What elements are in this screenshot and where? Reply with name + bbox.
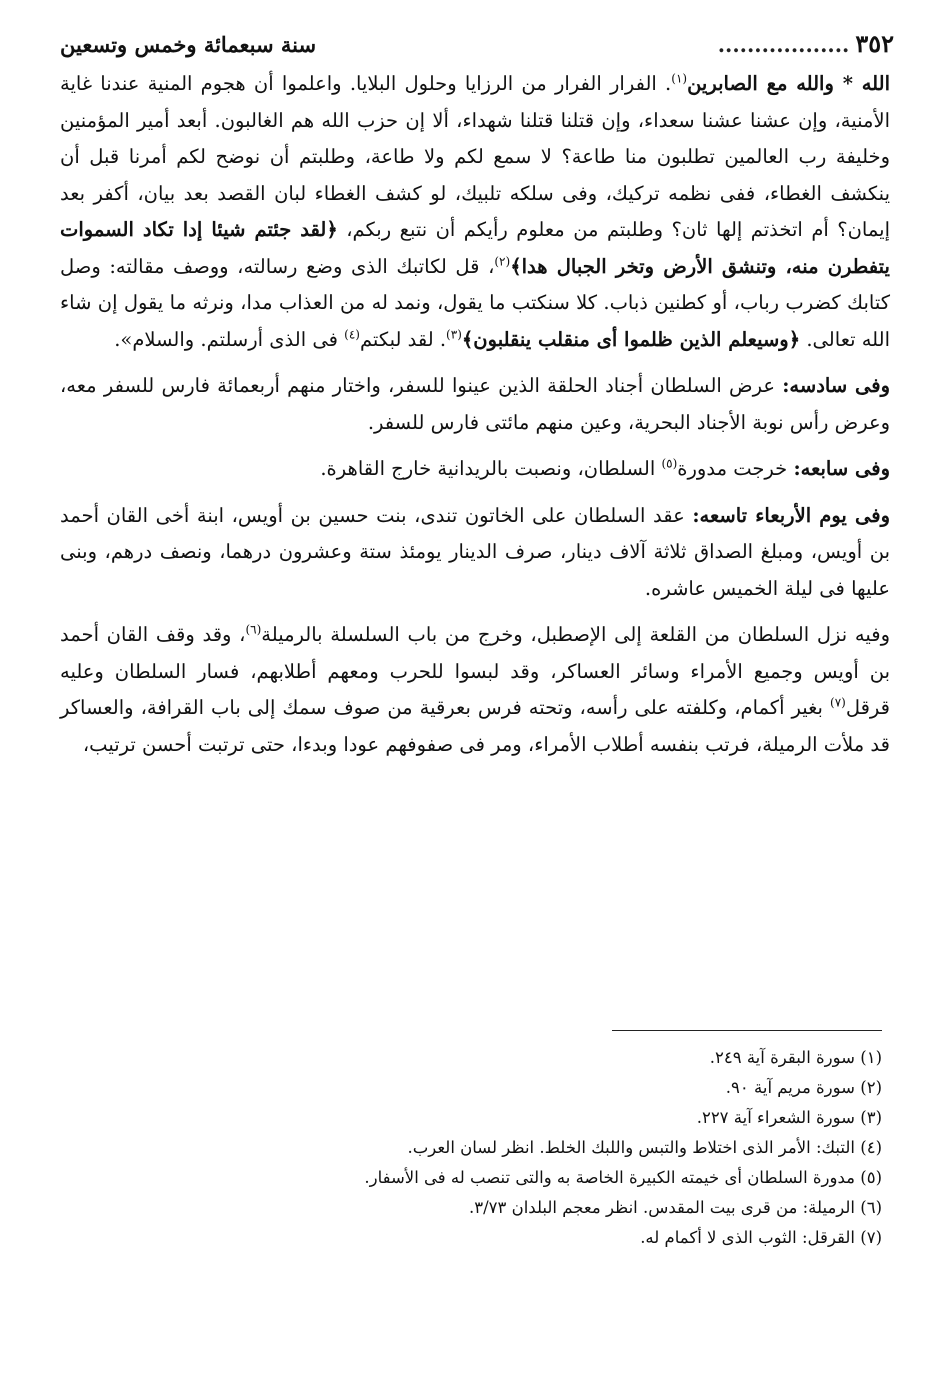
footnote-ref-3: (٣) bbox=[446, 327, 462, 341]
paragraph-text: عقد السلطان على الخاتون تندى، بنت حسين بن أويس، ابنة أخى القان أحمد بن أويس، ومبلغ الصداق ثلاثة آلاف دينار، صرف الدينار يومئذ ستة وعشرون درهما، ونصف درهم، وبنى عليها فى ليلة الخميس عاشره. bbox=[60, 503, 890, 600]
quran-verse-3: ﴿وسيعلم الذين ظلموا أى منقلب ينقلبون﴾ bbox=[461, 327, 801, 351]
letter-text-2: ، قل لكاتبك الذى وضع رسالته، ووصف مقالته: وصل كتابك كضرب رباب، أو كطنين ذباب. كلا سنكتب ما يقول، ونمد له من العذاب مدا، ونرثه ما يقول إن شاء الله تعالى. bbox=[60, 254, 890, 351]
page-number: ٣٥٢ bbox=[855, 29, 894, 58]
paragraph-text: السلطان، ونصبت بالريدانية خارج القاهرة. bbox=[320, 457, 662, 480]
paragraph-lead: وفى سابعه: bbox=[793, 457, 890, 480]
footnote-item: (١) سورة البقرة آية ٢٤٩. bbox=[709, 1048, 882, 1067]
letter-paragraph bbox=[60, 66, 890, 358]
footnote-ref-4: (٤) bbox=[344, 327, 360, 341]
footnote-ref-2: (٢) bbox=[494, 254, 511, 268]
paragraph-descent bbox=[60, 617, 890, 763]
paragraph-text: خرجت مدورة bbox=[677, 457, 794, 480]
quran-verse-2: ﴿لقد جئتم شيئا إدا تكاد السموات يتفطرن منه، وتنشق الأرض وتخر الجبال هدا﴾ bbox=[60, 218, 890, 278]
footnote-item: (٦) الرميلة: من قرى بيت المقدس. انظر معجم البلدان ٣/٧٣. bbox=[468, 1198, 882, 1217]
paragraph-lead: وفى يوم الأربعاء تاسعه: bbox=[692, 503, 890, 527]
header-leader-dots: .................. bbox=[717, 32, 850, 57]
quran-verse-1: الله * والله مع الصابرين bbox=[687, 72, 890, 95]
letter-text-1: . الفرار الفرار من الرزايا وحلول البلايا. واعلموا أن هجوم المنية عندنا غاية الأمنية، وإن عشنا عشنا سعداء، وإن قتلنا قتلنا شهداء، ألا إن حزب الله هم الغالبون. أبعد أمير المؤمنين وخليفة رب العالمين تطلبون منا طاعة؟ لا سمع لكم ولا طاعة، وطلبتم أن نوضح لكم أمرنا قبل أن ينكشف الغطاء، ففى نظمه تركيك، وفى سلكه تلبيك، لو كشف الغطاء لبان القصد بعد بيان، أكفر بعد إيمان؟ أم اتخذتم إلها ثان؟ وطلبتم من معلوم رأيكم أن نتبع ربكم، bbox=[60, 72, 890, 241]
paragraph-text: بغير أكمام، وكلفته على رأسه، وتحته فرس بعرقية من صوف سمك إلى باب القرافة، والعساكر قد ملأت الرميلة، فرتب بنفسه أطلاب الأمراء، ومر فى صفوفهم عودا وبدءا، حتى ترتبت أحسن ترتيب، bbox=[60, 696, 890, 756]
paragraph-lead: وفى سادسه: bbox=[782, 374, 890, 397]
paragraph-text: وفيه نزل السلطان من القلعة إلى الإصطبل، وخرج من باب السلسلة بالرميلة bbox=[261, 623, 890, 646]
paragraph-text: عرض السلطان أجناد الحلقة الذين عينوا للسفر، واختار منهم أربعمائة فارس للسفر معه، وعرض رأس نوبة الأجناد البحرية، وعين منهم مائتى فارس للسفر. bbox=[60, 374, 890, 434]
footnote-item: (٧) القرقل: الثوب الذى لا أكمام له. bbox=[640, 1228, 882, 1247]
page-header bbox=[60, 28, 894, 62]
footnote-ref-6: (٦) bbox=[245, 622, 262, 637]
footnotes-section bbox=[232, 1030, 882, 1253]
letter-text-4: فى الذى أرسلتم. والسلام». bbox=[114, 327, 345, 351]
footnote-ref-7: (٧) bbox=[830, 695, 846, 710]
footnote-divider bbox=[612, 1030, 882, 1031]
paragraph-sixth bbox=[60, 368, 890, 441]
footnote-ref-5: (٥) bbox=[661, 456, 678, 471]
paragraph-text: ، وقد وقف القان أحمد بن أويس وجميع الأمراء وسائر العساكر، وقد لبسوا للحرب ومعهم أطلابهم، فسار السلطان وعليه قرقل bbox=[60, 623, 890, 719]
footnote-ref-1: (١) bbox=[671, 71, 688, 86]
footnote-item: (٥) مدورة السلطان أى خيمته الكبيرة الخاصة به والتى تنصب له فى الأسفار. bbox=[364, 1168, 882, 1187]
footnote-item: (٤) التبك: الأمر الذى اختلاط والتبس واللبك الخلط. انظر لسان العرب. bbox=[407, 1138, 882, 1157]
footnote-item: (٢) سورة مريم آية ٩٠. bbox=[725, 1078, 882, 1097]
paragraph-ninth bbox=[60, 498, 890, 608]
running-title: سنة سبعمائة وخمس وتسعين bbox=[60, 32, 317, 57]
paragraph-seventh bbox=[60, 451, 890, 488]
letter-text-3: . لقد لبكتم bbox=[359, 327, 447, 351]
book-page bbox=[60, 28, 894, 763]
footnote-item: (٣) سورة الشعراء آية ٢٢٧. bbox=[696, 1108, 882, 1127]
